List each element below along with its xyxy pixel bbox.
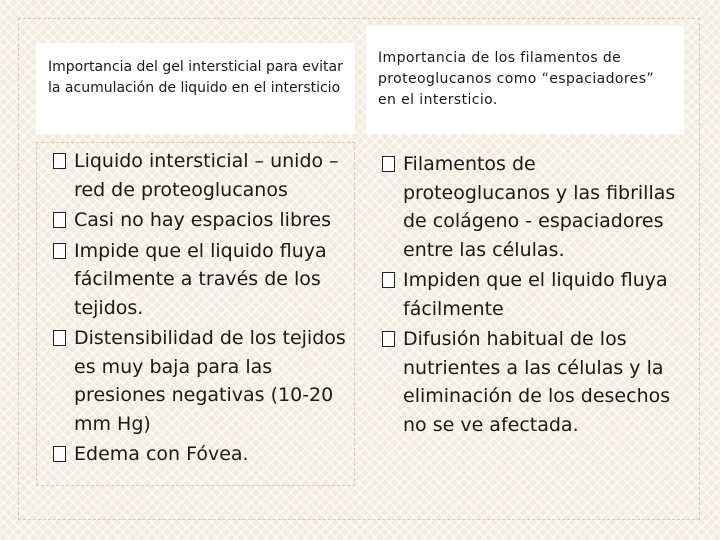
list-item bbox=[53, 237, 348, 323]
list-item bbox=[382, 325, 676, 439]
bullet-text: Difusión habitual de los nutrientes a las células y la eliminación de los desechos no se ve afectada. bbox=[403, 328, 671, 436]
list-item bbox=[53, 206, 348, 235]
bullet-text: Edema con Fóvea. bbox=[74, 443, 249, 465]
square-bullet-icon bbox=[53, 243, 66, 259]
bullet-text: Liquido intersticial – unido – red de proteoglucanos bbox=[74, 150, 339, 201]
bullet-text: Filamentos de proteoglucanos y las fibrillas de colágeno - espaciadores entre las células. bbox=[403, 153, 676, 261]
square-bullet-icon bbox=[53, 446, 66, 462]
square-bullet-icon bbox=[53, 212, 66, 228]
square-bullet-icon bbox=[382, 331, 395, 347]
list-item bbox=[382, 266, 676, 323]
list-item bbox=[382, 150, 676, 264]
left-header-text: Importancia del gel intersticial para evitar la acumulación de liquido en el intersticio bbox=[48, 59, 343, 96]
square-bullet-icon bbox=[382, 272, 395, 288]
square-bullet-icon bbox=[382, 156, 395, 172]
left-column-header bbox=[36, 43, 355, 134]
square-bullet-icon bbox=[53, 153, 66, 169]
right-bullet-panel bbox=[366, 146, 684, 486]
right-bullet-list bbox=[382, 150, 676, 439]
right-header-text: Importancia de los filamentos de proteoglucanos como “espaciadores” en el intersticio. bbox=[378, 50, 655, 108]
list-item bbox=[53, 147, 348, 204]
right-column-header bbox=[366, 26, 684, 134]
square-bullet-icon bbox=[53, 330, 66, 346]
left-bullet-list bbox=[53, 147, 348, 469]
list-item bbox=[53, 440, 348, 469]
bullet-text: Impide que el liquido fluya fácilmente a través de los tejidos. bbox=[74, 239, 327, 319]
list-item bbox=[53, 324, 348, 438]
left-bullet-panel bbox=[36, 142, 355, 486]
bullet-text: Distensibilidad de los tejidos es muy baja para las presiones negativas (10-20 mm Hg) bbox=[74, 327, 346, 435]
bullet-text: Casi no hay espacios libres bbox=[74, 209, 331, 231]
bullet-text: Impiden que el liquido fluya fácilmente bbox=[403, 269, 668, 320]
